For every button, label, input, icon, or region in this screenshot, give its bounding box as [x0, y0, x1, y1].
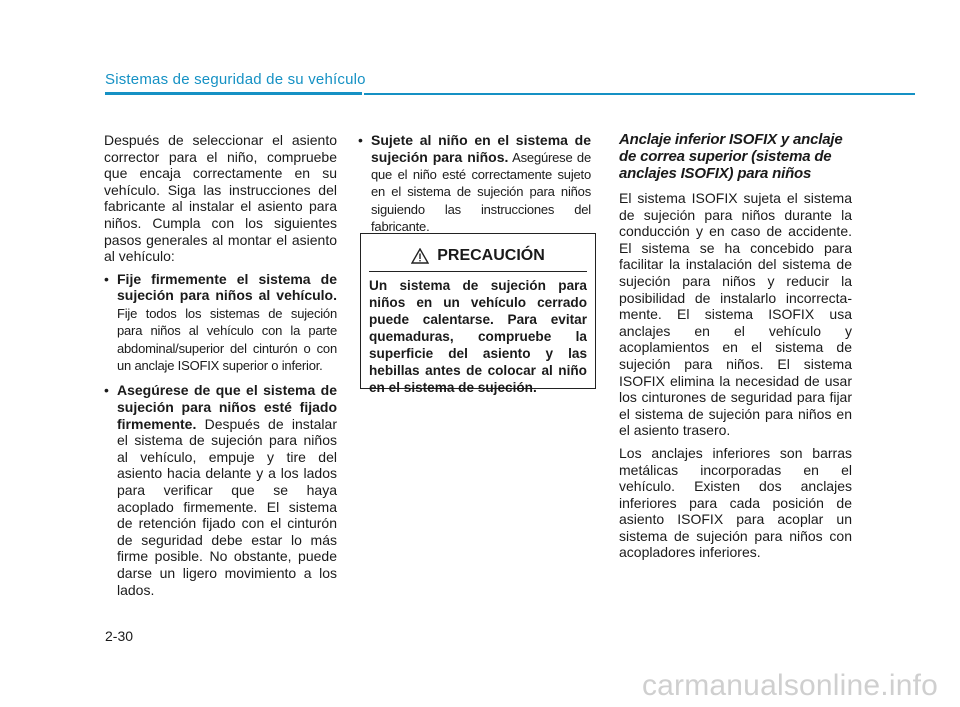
section-title: Anclaje inferior ISOFIX y anclaje de correa superior (sistema de anclajes ISOFIX) para niños — [619, 131, 843, 182]
column-middle — [358, 132, 591, 244]
bullet-item — [358, 132, 591, 236]
bullet-item — [104, 271, 337, 375]
body-paragraph: El sistema ISOFIX sujeta el sistema de sujeción para niños durante la conducción y en caso de accidente. El sistema se ha concebido para facilitar la instalación del sistema de sujeción para niños y reducir la posibilidad de instalarlo incorrecta-mente. El sistema ISOFIX usa anclajes en el vehículo y acoplamientos en el sistema de sujeción para niños. El sistema ISOFIX elimina la necesidad de usar los cinturones de seguridad para fijar el sistema de sujeción para niños en el asiento trasero. — [619, 190, 852, 439]
bullet-text: Después de instalar el sistema de sujeción para niños al vehículo, empuje y tire del asiento hacia delante y a los lados para verificar que se haya acoplado firmemente. El sistema de retención fijado con el cinturón de seguridad debe estar lo más firme posible. No obstante, puede darse un ligero movimiento a los lados. — [117, 415, 337, 598]
bullet-dot-icon: • — [358, 132, 363, 148]
intro-paragraph: Después de seleccionar el asiento corrector para el niño, compruebe que encaja correctamente en su vehículo. Siga las instrucciones del fabricante al instalar el asiento para niños. Cumpla con los siguientes pasos generales al montar el asiento al vehículo: — [104, 132, 337, 265]
body-paragraph: Los anclajes inferiores son barras metálicas incorporadas en el vehículo. Existen dos anclajes inferiores para cada posición de asiento ISOFIX para acoplar un sistema de sujeción para niños con acopladores inferiores. — [619, 444, 852, 561]
warning-triangle-icon — [411, 248, 429, 264]
header-rule-primary — [105, 92, 362, 95]
column-left — [104, 132, 337, 606]
caution-text: Un sistema de sujeción para niños en un vehículo cerrado puede calentarse. Para evitar quemaduras, compruebe la superficie del asiento y las hebillas antes de colocar al niño en el sistema de sujeción. — [369, 278, 587, 395]
bullet-bold-lead: Asegúrese de que el sistema de sujeción para niños esté fijado firmemente. — [117, 382, 337, 432]
bullet-dot-icon: • — [104, 382, 109, 399]
page-number: 2-30 — [105, 628, 134, 644]
caution-title: PRECAUCIÓN — [437, 246, 545, 264]
column-right — [619, 131, 852, 567]
header-rule-secondary — [364, 93, 915, 95]
bullet-dot-icon: • — [104, 270, 109, 287]
caution-box — [360, 233, 596, 395]
watermark: carmanualsonline.info — [641, 669, 938, 702]
bullet-text: Fije todos los sistemas de sujeción para niños al vehículo con la parte abdominal/superior del cinturón o con un anclaje ISOFIX superior o inferior. — [117, 305, 337, 373]
bullet-bold-lead: Fije firmemente el sistema de sujeción para niños al vehículo. — [117, 270, 337, 304]
caution-header — [369, 240, 587, 272]
bullet-text: Asegúrese de que el niño esté correctamente sujeto en el sistema de sujeción para niños siguiendo las instrucciones del fabricante. — [371, 149, 591, 235]
bullet-item — [104, 382, 337, 598]
bullet-bold-lead: Sujete al niño en el sistema de sujeción para niños. — [371, 132, 591, 165]
section-header-title: Sistemas de seguridad de su vehículo — [105, 71, 366, 88]
